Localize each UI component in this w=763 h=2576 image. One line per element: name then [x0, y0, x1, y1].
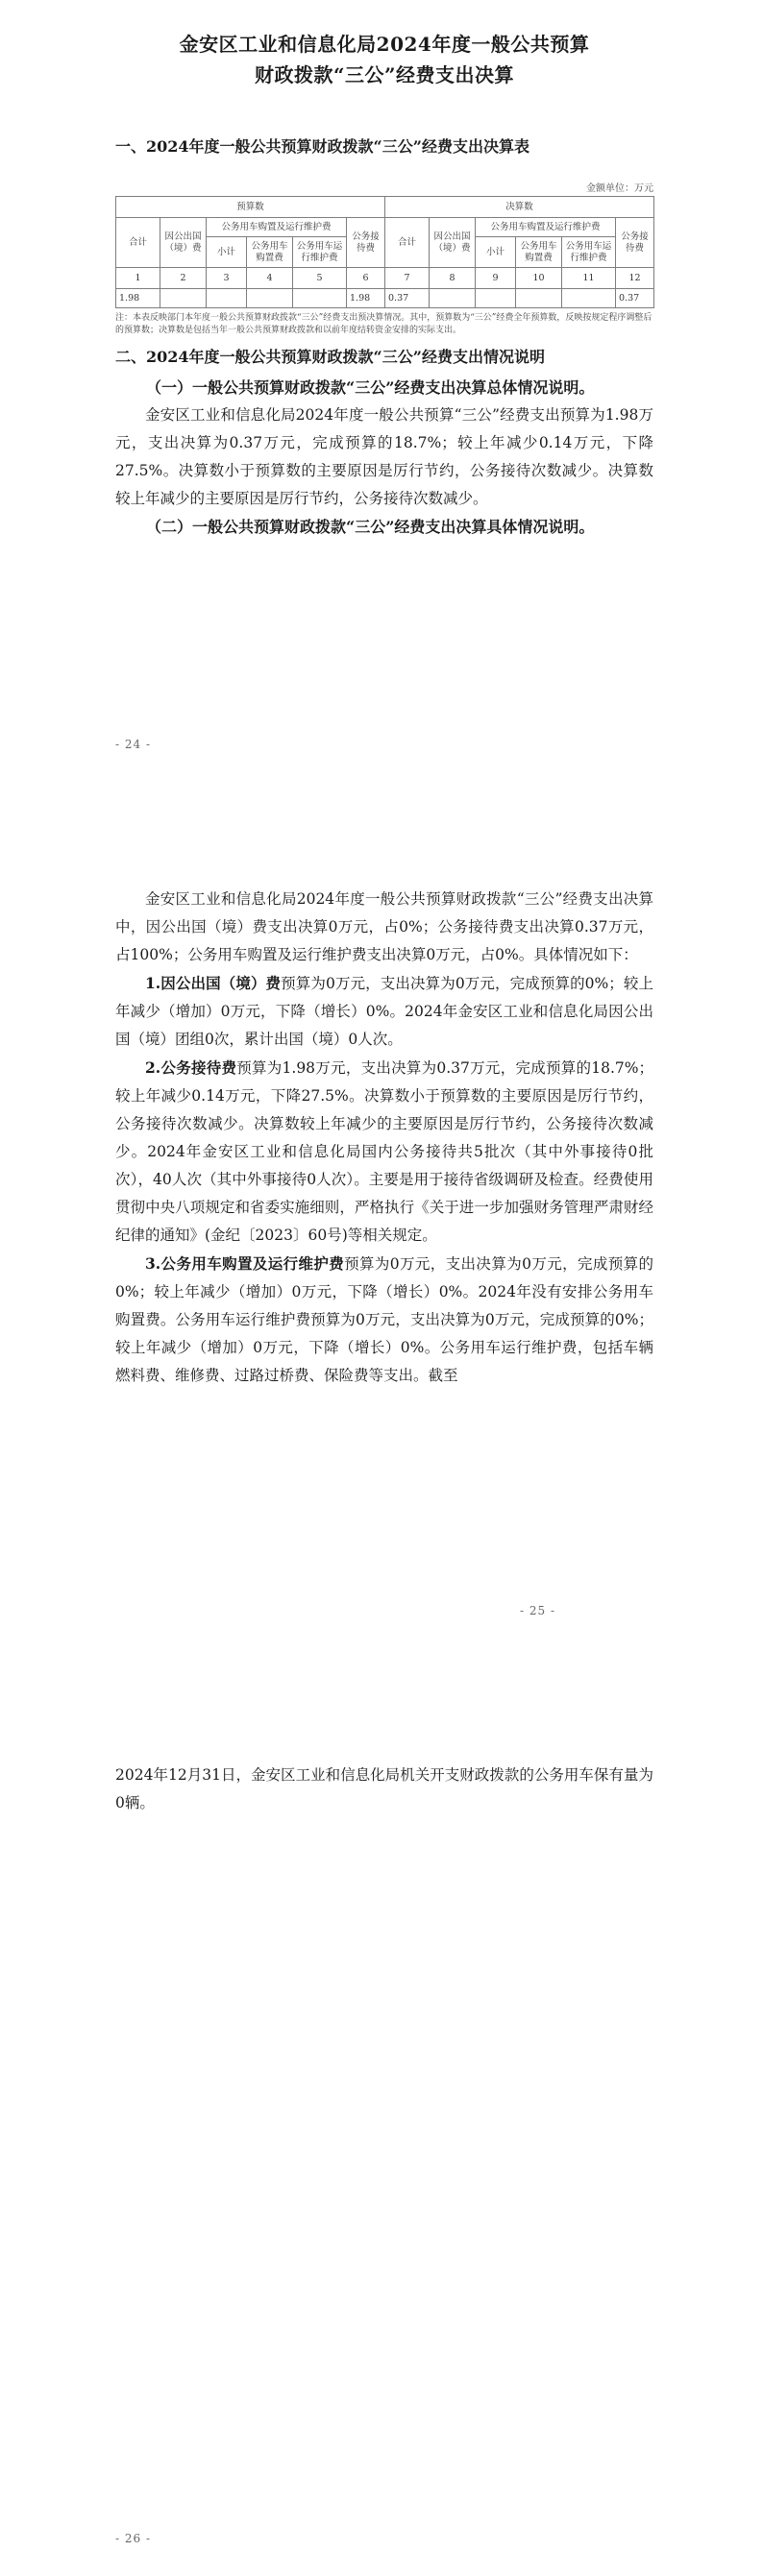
- document-title: [115, 29, 653, 90]
- cell-total-budget: 1.98: [116, 289, 160, 308]
- header-reception-budget: 公务接待费: [347, 218, 385, 268]
- cell-abroad-budget: [160, 289, 207, 308]
- subsection-2-intro: 金安区工业和信息化局2024年度一般公共预算财政拨款“三公”经费支出决算中，因公出国（境）费支出决算0万元，占0%；公务接待费支出决算0.37万元，占100%；公务用车购置及运行维护费支出决算0万元，占0%。具体情况如下：: [115, 890, 653, 963]
- col-number: 4: [247, 268, 293, 289]
- item-abroad-label: 1.因公出国（境）费: [145, 974, 282, 992]
- col-number: 2: [160, 268, 207, 289]
- cell-subtotal-budget: [207, 289, 247, 308]
- col-number: 12: [616, 268, 654, 289]
- item-vehicle: [115, 1250, 653, 1390]
- cell-total-final: 0.37: [385, 289, 430, 308]
- item-vehicle-text: 预算为0万元，支出决算为0万元，完成预算的0%；较上年减少（增加）0万元，下降（增长）0%。2024年没有安排公务用车购置费。公务用车运行维护费预算为0万元，支出决算为0万元，完成预算的0%；较上年减少（增加）0万元，下降（增长）0%。公务用车运行维护费，包括车辆燃料费、维修费、过路过桥费、保险费等支出。截至: [115, 1255, 653, 1384]
- subsection-2-heading: （二）一般公共预算财政拨款“三公”经费支出决算具体情况说明。: [146, 518, 595, 536]
- item-vehicle-label: 3.公务用车购置及运行维护费: [145, 1254, 345, 1273]
- page-25-content: [115, 886, 653, 1390]
- item-abroad-text: 预算为0万元，支出决算为0万元，完成预算的0%；较上年减少（增加）0万元，下降（增长）0%。2024年金安区工业和信息化局因公出国（境）团组0次，累计出国（境）0人次。: [115, 975, 653, 1048]
- header-vehicle-budget: 公务用车购置及运行维护费: [207, 218, 347, 237]
- page-25: [0, 864, 763, 1719]
- table-note: 注：本表反映部门本年度一般公共预算财政拨款“三公”经费支出预决算情况。其中，预算数为“三公”经费全年预算数，反映按规定程序调整后的预算数；决算数是包括当年一般公共预算财政拨款和以前年度结转资金安排的实际支出。: [115, 313, 652, 335]
- page-number-26: - 26 -: [115, 2532, 152, 2545]
- title-line-2: 财政拨款“三公”经费支出决算: [254, 63, 514, 86]
- budget-table: [115, 196, 654, 308]
- item-reception-text: 预算为1.98万元，支出决算为0.37万元，完成预算的18.7%；较上年减少0.14万元，下降27.5%。决算数小于预算数的主要原因是厉行节约，公务接待次数减少。决算数较上年减少的主要原因是厉行节约，公务接待次数减少。2024年金安区工业和信息化局国内公务接待共5批次（其中外事接待0批次），40人次（其中外事接待0人次）。主要是用于接待省级调研及检查。经费使用贯彻中央八项规定和省委实施细则，严格执行《关于进一步加强财务管理严肃财经纪律的通知》(金纪〔2023〕60号)等相关规定。: [115, 1059, 653, 1244]
- subsection-1-heading: （一）一般公共预算财政拨款“三公”经费支出决算总体情况说明。: [146, 378, 595, 397]
- page-number-25: - 25 -: [519, 1604, 555, 1617]
- subsection-1-text: 金安区工业和信息化局2024年度一般公共预算“三公”经费支出预算为1.98万元，支出决算为0.37万元，完成预算的18.7%；较上年减少0.14万元，下降27.5%。决算数小于预算数的主要原因是厉行节约，公务接待次数减少。决算数较上年减少的主要原因是厉行节约，公务接待次数减少。: [115, 406, 653, 507]
- page-26: [0, 1719, 763, 2576]
- item-reception-label: 2.公务接待费: [145, 1058, 237, 1077]
- page-26-content: [115, 1762, 653, 1817]
- vehicle-continued-text: 2024年12月31日，金安区工业和信息化局机关开支财政拨款的公务用车保有量为0辆。: [115, 1766, 653, 1811]
- header-operation-budget: 公务用车运行维护费: [293, 237, 347, 268]
- section-1-heading: 一、2024年度一般公共预算财政拨款“三公”经费支出决算表: [115, 137, 529, 156]
- col-number: 6: [347, 268, 385, 289]
- cell-purchase-final: [516, 289, 562, 308]
- table-number-row: [116, 268, 654, 289]
- cell-reception-budget: 1.98: [347, 289, 385, 308]
- page-number-24: - 24 -: [115, 738, 152, 751]
- col-number: 11: [562, 268, 616, 289]
- title-line-1: 金安区工业和信息化局2024年度一般公共预算: [179, 33, 590, 56]
- unit-label: 金额单位：万元: [586, 183, 653, 194]
- header-total-budget: 合计: [116, 218, 160, 268]
- col-number: 9: [476, 268, 516, 289]
- page-24-content: [115, 29, 653, 541]
- header-purchase-final: 公务用车购置费: [516, 237, 562, 268]
- table-header-row-2: [116, 218, 654, 237]
- cell-subtotal-final: [476, 289, 516, 308]
- col-number: 8: [430, 268, 476, 289]
- header-operation-final: 公务用车运行维护费: [562, 237, 616, 268]
- col-number: 10: [516, 268, 562, 289]
- table-row: [116, 289, 654, 308]
- header-subtotal-budget: 小计: [207, 237, 247, 268]
- section-2-heading: 二、2024年度一般公共预算财政拨款“三公”经费支出情况说明: [115, 348, 545, 366]
- header-purchase-budget: 公务用车购置费: [247, 237, 293, 268]
- cell-operation-final: [562, 289, 616, 308]
- item-abroad: [115, 969, 653, 1054]
- header-abroad-budget: 因公出国（境）费: [160, 218, 207, 268]
- col-number: 5: [293, 268, 347, 289]
- cell-operation-budget: [293, 289, 347, 308]
- cell-reception-final: 0.37: [616, 289, 654, 308]
- col-number: 3: [207, 268, 247, 289]
- header-subtotal-final: 小计: [476, 237, 516, 268]
- cell-purchase-budget: [247, 289, 293, 308]
- page-24: [0, 0, 763, 864]
- header-final: 决算数: [385, 197, 654, 218]
- item-reception: [115, 1054, 653, 1250]
- cell-abroad-final: [430, 289, 476, 308]
- table-header-row-1: [116, 197, 654, 218]
- header-total-final: 合计: [385, 218, 430, 268]
- header-budget: 预算数: [116, 197, 385, 218]
- header-abroad-final: 因公出国（境）费: [430, 218, 476, 268]
- col-number: 7: [385, 268, 430, 289]
- header-vehicle-final: 公务用车购置及运行维护费: [476, 218, 616, 237]
- header-reception-final: 公务接待费: [616, 218, 654, 268]
- col-number: 1: [116, 268, 160, 289]
